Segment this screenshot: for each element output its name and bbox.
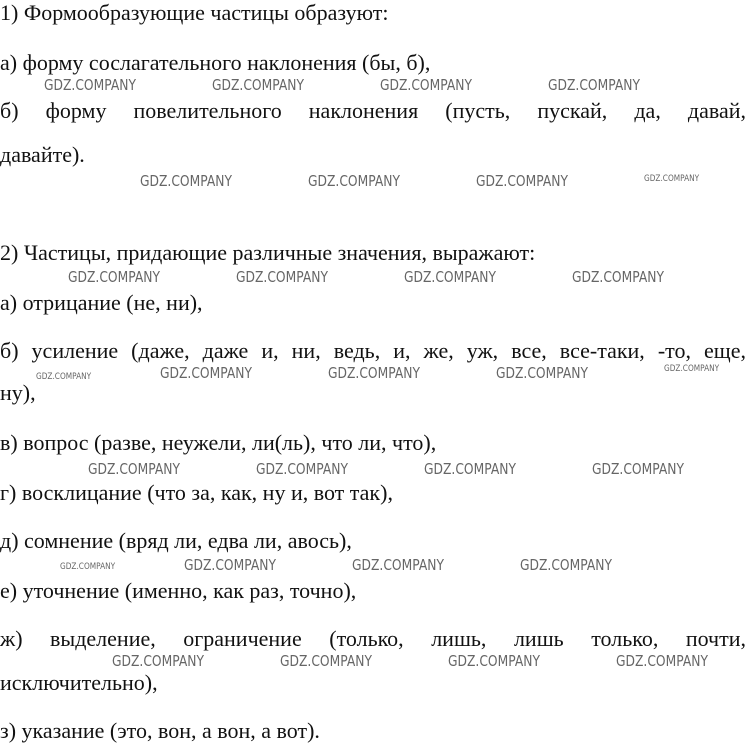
watermark-text: GDZ.COMPANY: [572, 268, 664, 286]
section2-item-c: в) вопрос (разве, неужели, ли(ль), что ли, что),: [0, 430, 437, 455]
section1-item-b-line1: б) форму повелительного наклонения (пусть, пускай, да, давай,: [0, 98, 746, 123]
watermark-text: GDZ.COMPANY: [112, 652, 204, 670]
watermark-text: GDZ.COMPANY: [380, 76, 472, 94]
section2-item-d: г) восклицание (что за, как, ну и, вот так),: [0, 480, 393, 505]
watermark-text: GDZ.COMPANY: [548, 76, 640, 94]
section1-item-b-line2: давайте).: [0, 142, 85, 167]
watermark-text: GDZ.COMPANY: [236, 268, 328, 286]
section2-item-e: д) сомнение (вряд ли, едва ли, авось),: [0, 528, 352, 553]
section2-heading: 2) Частицы, придающие различные значения, выражают:: [0, 240, 536, 265]
watermark-text: GDZ.COMPANY: [160, 364, 252, 382]
watermark-text: GDZ.COMPANY: [644, 174, 700, 184]
watermark-text: GDZ.COMPANY: [212, 76, 304, 94]
watermark-text: GDZ.COMPANY: [280, 652, 372, 670]
watermark-text: GDZ.COMPANY: [448, 652, 540, 670]
watermark-text: GDZ.COMPANY: [140, 172, 232, 190]
watermark-text: GDZ.COMPANY: [328, 364, 420, 382]
watermark-text: GDZ.COMPANY: [664, 364, 720, 374]
section2-item-a: а) отрицание (не, ни),: [0, 290, 203, 315]
watermark-text: GDZ.COMPANY: [256, 460, 348, 478]
watermark-text: GDZ.COMPANY: [184, 556, 276, 574]
watermark-text: GDZ.COMPANY: [592, 460, 684, 478]
watermark-text: GDZ.COMPANY: [496, 364, 588, 382]
watermark-text: GDZ.COMPANY: [616, 652, 708, 670]
section2-item-f: е) уточнение (именно, как раз, точно),: [0, 578, 357, 603]
watermark-text: GDZ.COMPANY: [44, 76, 136, 94]
section2-item-g-line2: исключительно),: [0, 670, 158, 695]
section1-item-a: а) форму сослагательного наклонения (бы, б),: [0, 50, 431, 75]
section2-item-h: з) указание (это, вон, а вон, а вот).: [0, 718, 320, 743]
watermark-text: GDZ.COMPANY: [352, 556, 444, 574]
watermark-text: GDZ.COMPANY: [36, 372, 92, 382]
watermark-text: GDZ.COMPANY: [404, 268, 496, 286]
section1-heading: 1) Формообразующие частицы образуют:: [0, 0, 389, 25]
watermark-text: GDZ.COMPANY: [520, 556, 612, 574]
section2-item-b-line2: ну),: [0, 380, 36, 405]
watermark-text: GDZ.COMPANY: [308, 172, 400, 190]
watermark-text: GDZ.COMPANY: [476, 172, 568, 190]
section2-item-g-line1: ж) выделение, ограничение (только, лишь, лишь только, почти,: [0, 626, 746, 651]
watermark-text: GDZ.COMPANY: [424, 460, 516, 478]
watermark-text: GDZ.COMPANY: [60, 562, 116, 572]
watermark-text: GDZ.COMPANY: [68, 268, 160, 286]
section2-item-b-line1: б) усиление (даже, даже и, ни, ведь, и, же, уж, все, все-таки, -то, еще,: [0, 338, 746, 363]
watermark-text: GDZ.COMPANY: [88, 460, 180, 478]
